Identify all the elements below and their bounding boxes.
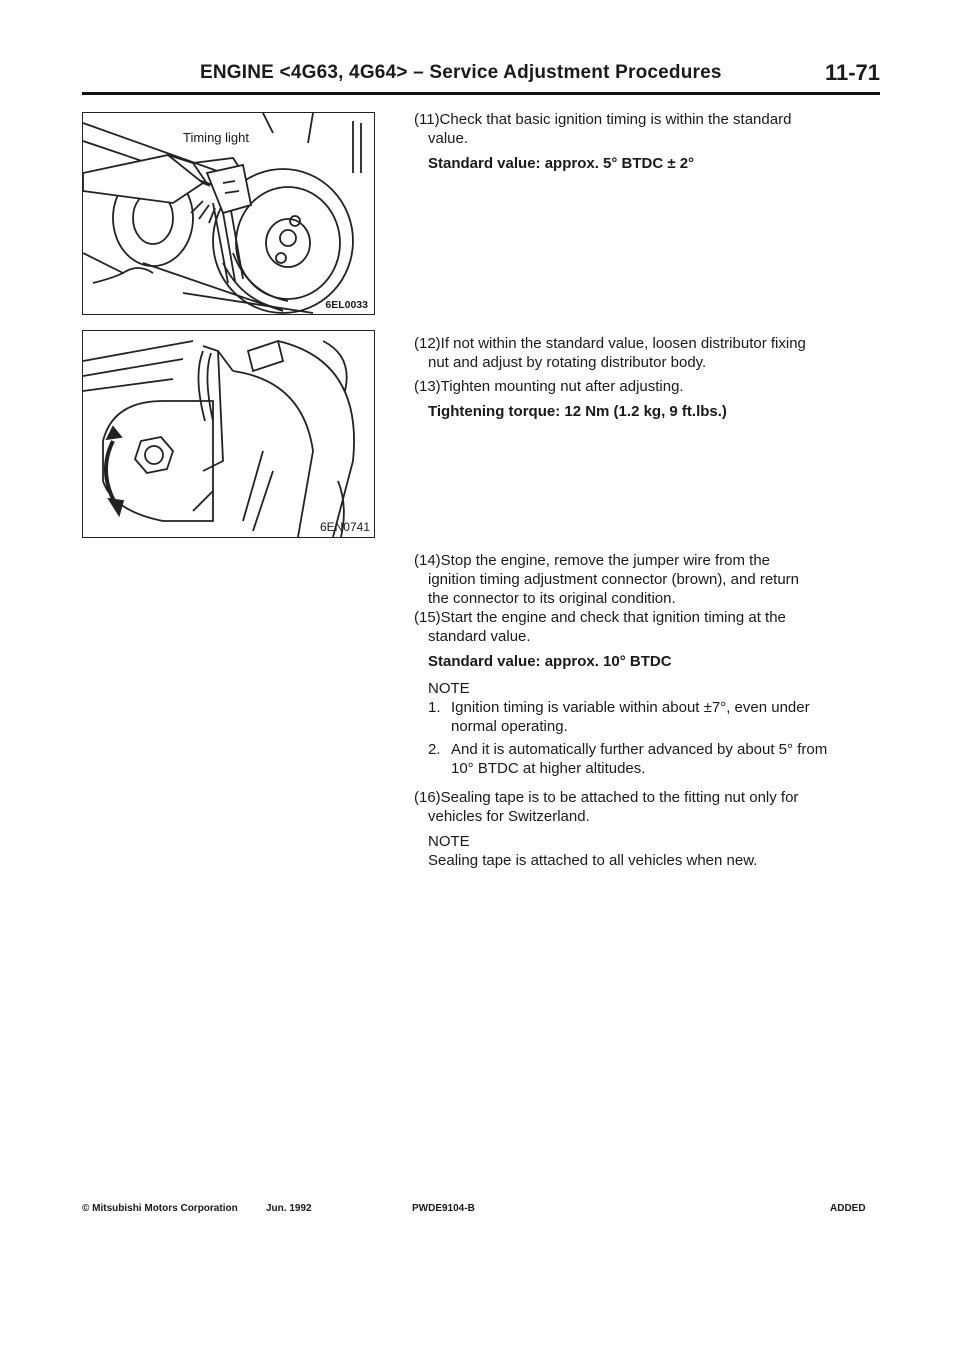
step-14-line-1: (14)Stop the engine, remove the jumper wire from the (414, 552, 771, 569)
step-11-text: (11)Check that basic ignition timing is within the standard (414, 111, 792, 128)
page-header (82, 56, 880, 96)
step-16-line-2: vehicles for Switzerland. (428, 808, 590, 825)
note-item-line: Ignition timing is variable within about ±7°, even under (451, 699, 810, 716)
step-13-text: (13)Tighten mounting nut after adjusting. (414, 378, 684, 395)
note-item-line: normal operating. (451, 718, 568, 735)
note-item-number: 2. (428, 741, 441, 758)
footer-date: Jun. 1992 (266, 1203, 312, 1214)
figure-code: 6EN0741 (319, 520, 370, 534)
page-number: 11-71 (824, 60, 880, 85)
note-1-item-2 (414, 740, 880, 778)
note-1-heading: NOTE (428, 680, 470, 697)
page-title: ENGINE <4G63, 4G64> – Service Adjustment Procedures (200, 62, 722, 83)
note-item-line: 10° BTDC at higher altitudes. (451, 760, 646, 777)
step-14-line-3: the connector to its original condition. (428, 590, 676, 607)
step-15-standard-value: Standard value: approx. 10° BTDC (428, 653, 672, 670)
footer-copyright: © Mitsubishi Motors Corporation (82, 1203, 238, 1214)
step-11-block (414, 110, 880, 173)
step-11-standard-value: Standard value: approx. 5° BTDC ± 2° (428, 155, 695, 172)
timing-light-label: Timing light (183, 130, 249, 145)
step-11-text-cont: value. (428, 130, 469, 147)
note-2-heading: NOTE (428, 833, 470, 850)
figure-timing-light (82, 112, 375, 315)
figure-code: 6EL0033 (325, 299, 368, 311)
step-14-16-block (414, 551, 880, 870)
note-item-line: And it is automatically further advanced by about 5° from (451, 741, 828, 758)
footer-status: ADDED (830, 1203, 866, 1214)
step-13-tightening-torque: Tightening torque: 12 Nm (1.2 kg, 9 ft.lbs.) (428, 403, 727, 420)
step-12-13-block (414, 334, 880, 421)
step-15-line-1: (15)Start the engine and check that ignition timing at the (414, 609, 786, 626)
distributor-adjustment-illustration (83, 331, 374, 537)
step-15-line-2: standard value. (428, 628, 531, 645)
note-item-number: 1. (428, 699, 441, 716)
step-16-line-1: (16)Sealing tape is to be attached to the fitting nut only for (414, 789, 799, 806)
step-14-line-2: ignition timing adjustment connector (brown), and return (428, 571, 800, 588)
note-1-item-1 (414, 698, 880, 736)
footer-doc-code: PWDE9104-B (412, 1203, 475, 1214)
step-12-text: (12)If not within the standard value, loosen distributor fixing (414, 335, 806, 352)
figure-distributor-adjustment (82, 330, 375, 538)
header-rule (82, 92, 880, 95)
step-12-text-cont: nut and adjust by rotating distributor body. (428, 354, 707, 371)
note-2-text: Sealing tape is attached to all vehicles when new. (428, 852, 758, 869)
